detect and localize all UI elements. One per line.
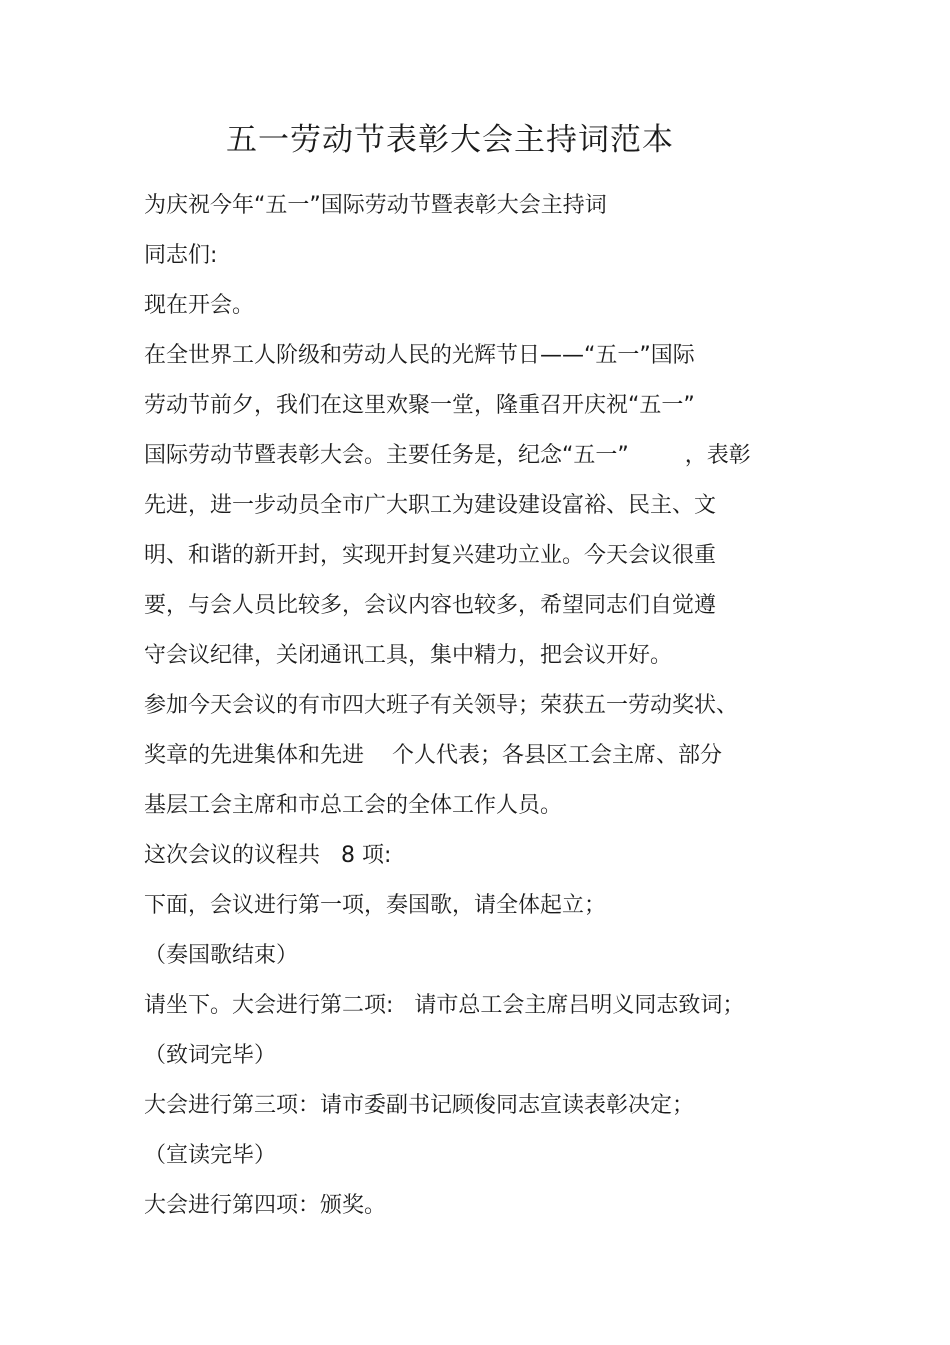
text-line-8: 明、和谐的新开封，实现开封复兴建功立业。今天会议很重: [144, 543, 717, 568]
text-line-19: 大会进行第三项：请市委副书记顾俊同志宣读表彰决定；: [144, 1093, 695, 1118]
text-line-6: 国际劳动节暨表彰大会。主要任务是，纪念“五一” ，表彰: [144, 443, 751, 468]
text-line-18: （致词完毕）: [144, 1043, 277, 1068]
text-line-15: 下面，会议进行第一项，奏国歌，请全体起立；: [144, 893, 607, 918]
text-line-5: 劳动节前夕，我们在这里欢聚一堂，隆重召开庆祝“五一”: [144, 393, 695, 418]
document-title: 五一劳动节表彰大会主持词范本: [226, 122, 674, 158]
text-line-12: 奖章的先进集体和先进 个人代表；各县区工会主席、部分: [144, 743, 722, 768]
text-line-11: 参加今天会议的有市四大班子有关领导；荣获五一劳动奖状、: [144, 693, 739, 718]
text-line-10: 守会议纪律，关闭通讯工具，集中精力，把会议开好。: [144, 643, 673, 668]
text-line-14: 这次会议的议程共 8 项:: [144, 843, 392, 868]
text-line-20: （宣读完毕）: [144, 1143, 277, 1168]
text-line-7: 先进，进一步动员全市广大职工为建设建设富裕、民主、文: [144, 493, 717, 518]
text-line-3: 现在开会。: [144, 293, 255, 318]
text-line-17: 请坐下。大会进行第二项: 请市总工会主席吕明义同志致词；: [144, 993, 745, 1018]
text-line-16: （奏国歌结束）: [144, 943, 299, 968]
text-line-21: 大会进行第四项：颁奖。: [144, 1193, 387, 1218]
text-line-9: 要，与会人员比较多，会议内容也较多，希望同志们自觉遵: [144, 593, 717, 618]
text-line-1: 为庆祝今年“五一”国际劳动节暨表彰大会主持词: [144, 193, 607, 218]
text-line-2: 同志们:: [144, 243, 218, 268]
text-line-13: 基层工会主席和市总工会的全体工作人员。: [144, 793, 563, 818]
text-line-4: 在全世界工人阶级和劳动人民的光辉节日——“五一”国际: [144, 343, 695, 368]
